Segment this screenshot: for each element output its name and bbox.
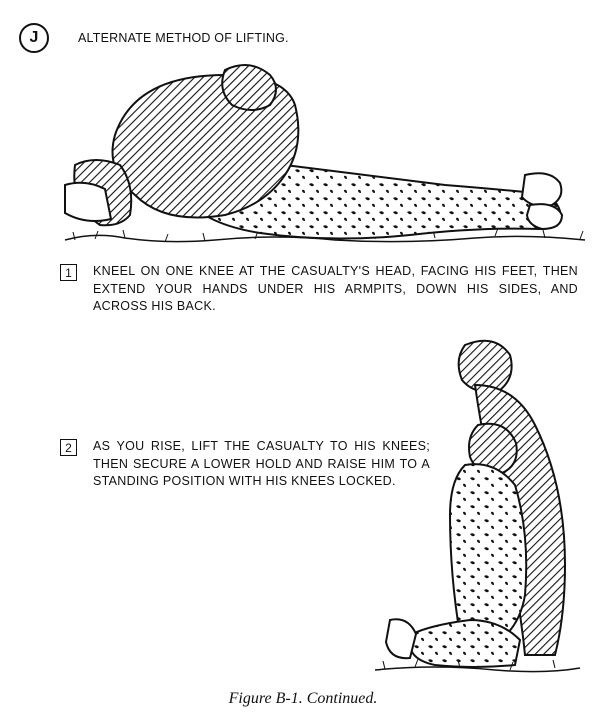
section-title: ALTERNATE METHOD OF LIFTING. (78, 31, 289, 45)
section-badge (19, 23, 49, 53)
step-number: 1 (60, 264, 77, 281)
illustration-kneeling-over-casualty (55, 55, 595, 255)
step-text: KNEEL ON ONE KNEE AT THE CASUALTY'S HEAD, FACING HIS FEET, THEN EXTEND YOUR HANDS UNDER HIS ARMPITS, DOWN HIS SIDES, AND ACROSS HIS BACK. (93, 264, 578, 313)
step-number: 2 (60, 439, 77, 456)
step-1 (60, 263, 578, 316)
step-2 (60, 438, 430, 491)
step-text: AS YOU RISE, LIFT THE CASUALTY TO HIS KNEES; THEN SECURE A LOWER HOLD AND RAISE HIM TO A STANDING POSITION WITH HIS KNEES LOCKED. (93, 439, 430, 488)
figure-caption: Figure B-1. Continued. (228, 690, 378, 707)
illustration-lifting-casualty (370, 335, 585, 680)
section-letter: J (29, 29, 39, 46)
